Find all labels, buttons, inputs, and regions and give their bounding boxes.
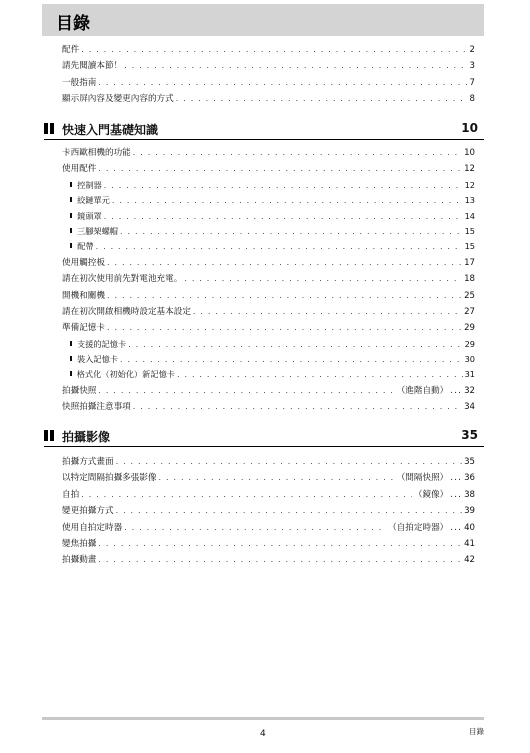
toc-entry-label: 請先閱讀本節！ bbox=[62, 61, 123, 72]
dot-leader bbox=[107, 255, 462, 271]
toc-entry[interactable] bbox=[62, 161, 475, 177]
toc-entry-label: 使用自拍定時器 bbox=[62, 522, 123, 533]
toc-entry[interactable] bbox=[62, 383, 475, 399]
section-marker-icon bbox=[44, 123, 56, 134]
toc-entry-page: 42 bbox=[464, 555, 475, 566]
toc-entry-label: 配件 bbox=[62, 45, 80, 55]
bullet-square-icon bbox=[70, 356, 72, 361]
section-header-shooting bbox=[44, 428, 484, 447]
toc-entry-page: 38 bbox=[464, 489, 475, 500]
bullet-square-icon bbox=[70, 182, 72, 187]
dot-leader: ... bbox=[450, 473, 463, 484]
dot-leader bbox=[124, 520, 386, 536]
toc-intro-list bbox=[62, 42, 475, 108]
dot-leader bbox=[81, 487, 412, 503]
footer-label: 目錄 bbox=[469, 727, 484, 736]
dot-leader: ... bbox=[450, 489, 463, 500]
bullet-square-icon bbox=[70, 341, 72, 346]
page-title: 目錄 bbox=[56, 14, 90, 34]
toc-entry-label: 變更拍攝方式 bbox=[62, 506, 114, 517]
bullet-square-icon bbox=[70, 213, 72, 218]
toc-entry-label: 準備記憶卡 bbox=[62, 323, 105, 334]
toc-entry-label: 開機和關機 bbox=[62, 290, 105, 301]
dot-leader bbox=[124, 58, 467, 74]
toc-entry-page: 15 bbox=[464, 241, 475, 252]
toc-subentry[interactable] bbox=[62, 178, 475, 193]
toc-entry-page: 40 bbox=[464, 522, 475, 533]
toc-entry[interactable] bbox=[62, 520, 475, 536]
dot-leader bbox=[120, 224, 463, 239]
toc-entry-label: 支援的記憶卡 bbox=[77, 338, 127, 349]
toc-subentry[interactable] bbox=[62, 337, 475, 352]
toc-entry-page: 12 bbox=[464, 164, 475, 175]
toc-entry-page: 10 bbox=[464, 148, 475, 158]
toc-entry-page: 27 bbox=[464, 306, 475, 317]
toc-entry[interactable] bbox=[62, 536, 475, 552]
dot-leader bbox=[193, 304, 462, 320]
toc-entry[interactable] bbox=[62, 503, 475, 519]
toc-entry-label: 使用觸控板 bbox=[62, 257, 105, 268]
toc-entry-label: 拍攝快照 bbox=[62, 385, 97, 396]
bullet-square-icon bbox=[70, 371, 72, 376]
toc-subentry[interactable] bbox=[62, 239, 475, 254]
dot-leader bbox=[107, 288, 462, 304]
toc-entry[interactable] bbox=[62, 454, 475, 470]
dot-leader bbox=[116, 454, 462, 470]
toc-entry-label: 格式化（初始化）新記憶卡 bbox=[76, 369, 175, 380]
toc-entry-page: 29 bbox=[464, 338, 475, 349]
dot-leader bbox=[104, 209, 463, 224]
dot-leader bbox=[98, 161, 462, 177]
toc-entry[interactable] bbox=[62, 91, 475, 107]
dot-leader: ... bbox=[450, 522, 463, 533]
dot-leader bbox=[107, 320, 462, 336]
section-header-quickstart bbox=[44, 121, 484, 140]
toc-entry-note: （鏡像） bbox=[413, 489, 449, 500]
toc-entry-page: 25 bbox=[464, 290, 475, 301]
footer-divider bbox=[42, 717, 484, 720]
section-page: 35 bbox=[461, 428, 478, 442]
toc-entry-page: 34 bbox=[464, 402, 475, 413]
dot-leader bbox=[81, 42, 467, 58]
dot-leader bbox=[104, 178, 463, 193]
bullet-square-icon bbox=[70, 228, 72, 233]
toc-section1-list bbox=[62, 145, 475, 416]
dot-leader bbox=[98, 75, 467, 91]
dot-leader: ... bbox=[450, 385, 463, 396]
section-title: 拍攝影像 bbox=[62, 430, 111, 444]
dot-leader bbox=[184, 271, 462, 287]
toc-entry[interactable] bbox=[62, 145, 475, 161]
toc-entry-page: 29 bbox=[464, 323, 475, 334]
section-marker-icon bbox=[44, 430, 56, 441]
toc-entry-page: 35 bbox=[464, 457, 475, 467]
toc-entry-label: 鏡頭罩 bbox=[77, 210, 102, 221]
dot-leader bbox=[96, 239, 463, 254]
dot-leader bbox=[98, 552, 462, 568]
bullet-square-icon bbox=[70, 197, 72, 202]
footer-page-number: 4 bbox=[260, 729, 266, 739]
toc-entry-label: 卡西歐相機的功能 bbox=[62, 148, 131, 158]
toc-entry-label: 三腳架螺帽 bbox=[77, 225, 118, 236]
toc-entry-label: 一般指南 bbox=[62, 77, 97, 88]
section-title: 快速入門基礎知識 bbox=[62, 123, 159, 137]
toc-entry[interactable] bbox=[62, 42, 475, 58]
dot-leader bbox=[120, 352, 463, 367]
toc-entry-label: 裝入記憶卡 bbox=[77, 354, 118, 365]
toc-entry-label: 使用配件 bbox=[62, 164, 97, 175]
toc-entry[interactable] bbox=[62, 271, 475, 287]
toc-entry-page: 2 bbox=[469, 45, 475, 55]
toc-entry-page: 30 bbox=[464, 354, 475, 365]
toc-entry[interactable] bbox=[62, 58, 475, 74]
toc-entry-page: 15 bbox=[464, 225, 475, 236]
toc-entry-page: 14 bbox=[464, 210, 475, 221]
toc-entry-note: （進階自動） bbox=[396, 385, 449, 396]
dot-leader bbox=[112, 193, 463, 208]
dot-leader bbox=[133, 145, 462, 161]
toc-entry-label: 絞鏈單元 bbox=[77, 195, 110, 206]
toc-subentry[interactable] bbox=[62, 367, 475, 382]
toc-entry-page: 39 bbox=[464, 506, 475, 517]
toc-entry-page: 31 bbox=[464, 369, 475, 380]
toc-entry-label: 請在初次開啟相機時設定基本設定 bbox=[62, 306, 191, 317]
toc-entry[interactable] bbox=[62, 288, 475, 304]
dot-leader bbox=[116, 503, 462, 519]
toc-entry[interactable] bbox=[62, 399, 475, 415]
toc-entry-label: 拍攝方式畫面 bbox=[62, 457, 114, 467]
toc-subentry[interactable] bbox=[62, 224, 475, 239]
toc-subentry[interactable] bbox=[62, 209, 475, 224]
toc-entry-label: 請在初次使用前先對電池充電。 bbox=[62, 274, 183, 285]
toc-subentry[interactable] bbox=[62, 193, 475, 208]
dot-leader bbox=[176, 91, 468, 107]
toc-entry-label: 變焦拍攝 bbox=[62, 538, 97, 549]
toc-entry-page: 12 bbox=[464, 179, 475, 190]
dot-leader bbox=[98, 383, 394, 399]
toc-entry-page: 36 bbox=[464, 473, 475, 484]
toc-entry-note: （自拍定時器） bbox=[388, 522, 449, 533]
toc-entry[interactable] bbox=[62, 470, 475, 486]
toc-entry-page: 8 bbox=[469, 94, 475, 105]
dot-leader bbox=[98, 536, 462, 552]
toc-entry[interactable] bbox=[62, 487, 475, 503]
title-bar bbox=[42, 4, 484, 36]
toc-entry-label: 以特定間隔拍攝多張影像 bbox=[62, 473, 157, 484]
toc-entry-page: 32 bbox=[464, 385, 475, 396]
toc-entry-page: 3 bbox=[469, 61, 475, 72]
toc-entry[interactable] bbox=[62, 320, 475, 336]
toc-entry-page: 41 bbox=[464, 538, 475, 549]
toc-entry[interactable] bbox=[62, 75, 475, 91]
toc-entry-page: 7 bbox=[469, 77, 475, 88]
dot-leader bbox=[133, 399, 462, 415]
bullet-square-icon bbox=[70, 243, 72, 248]
toc-section2-list bbox=[62, 454, 475, 569]
toc-entry-label: 配帶 bbox=[77, 241, 94, 252]
toc-entry-label: 自拍 bbox=[62, 489, 80, 500]
toc-entry-label: 拍攝動畫 bbox=[62, 555, 97, 566]
toc-entry-page: 13 bbox=[464, 195, 475, 206]
dot-leader bbox=[159, 470, 395, 486]
toc-subentry[interactable] bbox=[62, 352, 475, 367]
toc-entry[interactable] bbox=[62, 552, 475, 568]
toc-entry[interactable] bbox=[62, 304, 475, 320]
toc-entry-page: 18 bbox=[464, 274, 475, 285]
toc-entry-note: （間隔快照） bbox=[396, 473, 449, 484]
dot-leader bbox=[128, 337, 462, 352]
dot-leader bbox=[177, 367, 463, 382]
toc-entry-label: 控制器 bbox=[77, 179, 102, 190]
toc-entry-label: 顯示屏內容及變更內容的方式 bbox=[62, 94, 174, 105]
toc-entry[interactable] bbox=[62, 255, 475, 271]
section-page: 10 bbox=[461, 121, 478, 135]
toc-entry-label: 快照拍攝注意事項 bbox=[62, 402, 131, 413]
toc-entry-page: 17 bbox=[464, 257, 475, 268]
